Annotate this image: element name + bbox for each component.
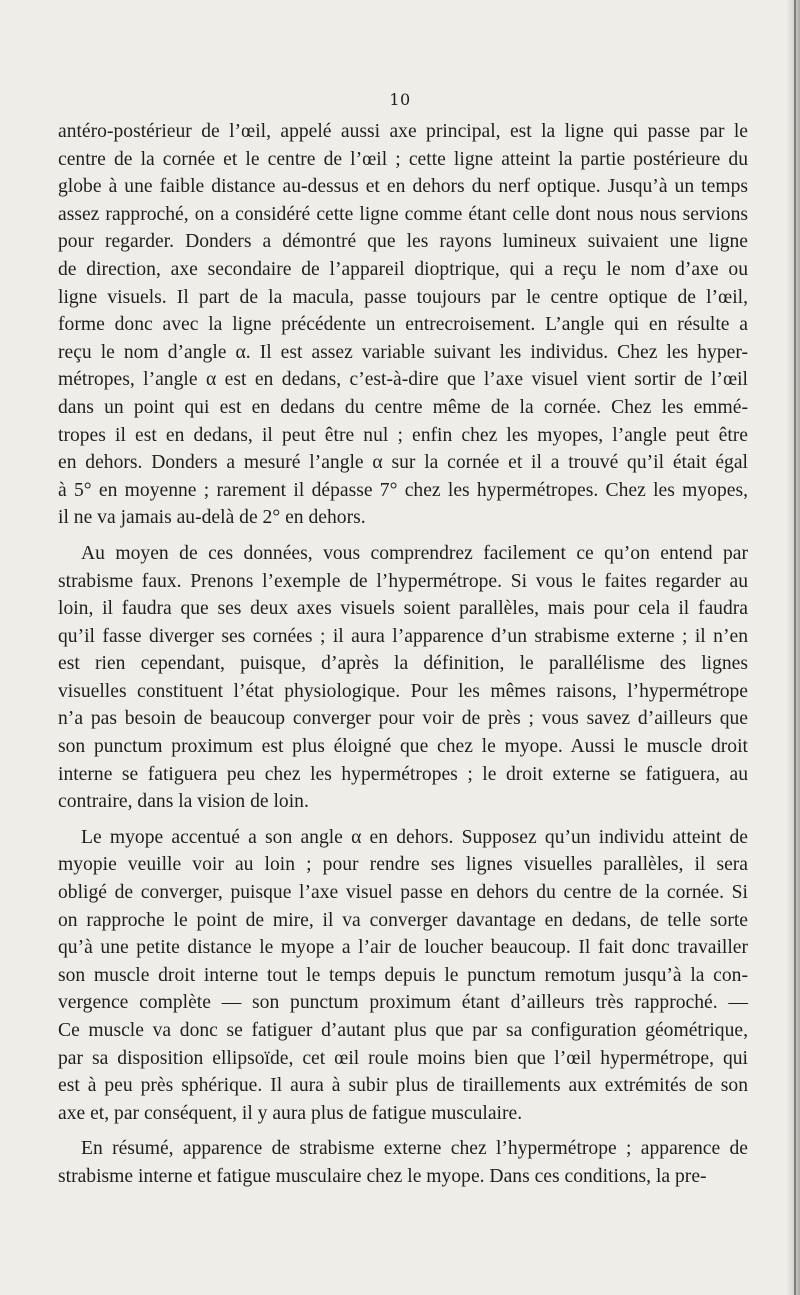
page-edge-shadow — [786, 0, 800, 1295]
paragraph — [58, 824, 748, 1128]
text-line: de direction, axe secondaire de l’appareil dioptrique, qui a reçu le nom d’axe ou — [58, 258, 748, 280]
text-line: contraire, dans la vision de loin. — [58, 791, 309, 813]
text-line: on rapproche le point de mire, il va converger davantage en dedans, de telle sorte — [58, 909, 748, 931]
text-line: assez rapproché, on a considéré cette ligne comme étant celle dont nous nous servions — [58, 203, 748, 225]
text-line: est à peu près sphérique. Il aura à subir plus de tiraillements aux extrémités de son — [58, 1075, 748, 1097]
text-line: à 5° en moyenne ; rarement il dépasse 7° chez les hypermétropes. Chez les myopes, — [58, 479, 748, 501]
text-line: ligne visuels. Il part de la macula, passe toujours par le centre optique de l’œil, — [58, 286, 748, 308]
text-line: centre de la cornée et le centre de l’œil ; cette ligne atteint la partie postérieure du — [58, 148, 748, 170]
paragraph — [58, 540, 748, 816]
text-line: Le myope accentué a son angle α en dehors. Supposez qu’un individu atteint de — [81, 826, 748, 848]
text-line: métropes, l’angle α est en dedans, c’est-à-dire que l’axe visuel vient sortir de l’œil — [58, 369, 748, 391]
page-edge-line — [794, 0, 796, 1295]
text-line: strabisme faux. Prenons l’exemple de l’hypermétrope. Si vous le faites regarder au — [58, 570, 748, 592]
body-text — [58, 118, 748, 1191]
text-line: loin, il faudra que ses deux axes visuels soient parallèles, mais pour cela il faudra — [58, 598, 748, 620]
text-line: globe à une faible distance au-dessus et en dehors du nerf optique. Jusqu’à un temps — [58, 176, 748, 198]
text-line: axe et, par conséquent, il y aura plus de fatigue musculaire. — [58, 1102, 523, 1124]
text-line: obligé de converger, puisque l’axe visuel passe en dehors du centre de la cornée. Si — [58, 882, 748, 904]
text-line: qu’à une petite distance le myope a l’air de loucher beaucoup. Il fait donc travailler — [58, 937, 748, 959]
text-line: qu’il fasse diverger ses cornées ; il aura l’apparence d’un strabisme externe ; il n’en — [58, 625, 748, 647]
text-line: en dehors. Donders a mesuré l’angle α sur la cornée et il a trouvé qu’il était égal — [58, 452, 748, 474]
text-line: son muscle droit interne tout le temps depuis le punctum remotum jusqu’à la con- — [58, 964, 748, 986]
text-line: est rien cependant, puisque, d’après la définition, le parallélisme des lignes — [58, 653, 748, 675]
page-number: 10 — [389, 90, 411, 109]
text-line: strabisme interne et fatigue musculaire chez le myope. Dans ces conditions, la pre- — [58, 1165, 707, 1187]
text-line: forme donc avec la ligne précédente un entrecroisement. L’angle qui en résulte a — [58, 314, 748, 336]
text-line: visuelles constituent l’état physiologique. Pour les mêmes raisons, l’hypermétrope — [58, 680, 748, 702]
text-line: interne se fatiguera peu chez les hypermétropes ; le droit externe se fatiguera, au — [58, 763, 748, 785]
paragraph-break — [58, 816, 748, 824]
text-line: son punctum proximum est plus éloigné que chez le myope. Aussi le muscle droit — [58, 736, 748, 758]
paragraph — [58, 1135, 748, 1190]
text-line: tropes il est en dedans, il peut être nul ; enfin chez les myopes, l’angle peut être — [58, 424, 748, 446]
text-line: Ce muscle va donc se fatiguer d’autant plus que par sa configuration géométrique, — [58, 1020, 748, 1041]
paragraph-break — [58, 1127, 748, 1135]
text-line: vergence complète — son punctum proximum étant d’ailleurs très rapproché. — — [58, 992, 748, 1014]
text-line: par sa disposition ellipsoïde, cet œil roule moins bien que l’œil hypermétrope, qui — [58, 1047, 748, 1069]
text-line: dans un point qui est en dedans du centre même de la cornée. Chez les emmé- — [58, 396, 748, 418]
text-line: n’a pas besoin de beaucoup converger pour voir de près ; vous savez d’ailleurs que — [58, 708, 748, 730]
text-line: reçu le nom d’angle α. Il est assez variable suivant les individus. Chez les hyper- — [58, 341, 748, 363]
text-line: En résumé, apparence de strabisme externe chez l’hypermétrope ; apparence de — [81, 1138, 748, 1160]
text-line: antéro-postérieur de l’œil, appelé aussi axe principal, est la ligne qui passe par le — [58, 121, 748, 142]
paragraph — [58, 118, 748, 532]
text-line: myopie veuille voir au loin ; pour rendre ses lignes visuelles parallèles, il sera — [58, 854, 748, 876]
text-line: il ne va jamais au-delà de 2° en dehors. — [58, 507, 366, 529]
text-line: pour regarder. Donders a démontré que les rayons lumineux suivaient une ligne — [58, 231, 748, 253]
paragraph-break — [58, 532, 748, 540]
text-line: Au moyen de ces données, vous comprendrez facilement ce qu’on entend par — [81, 542, 748, 564]
